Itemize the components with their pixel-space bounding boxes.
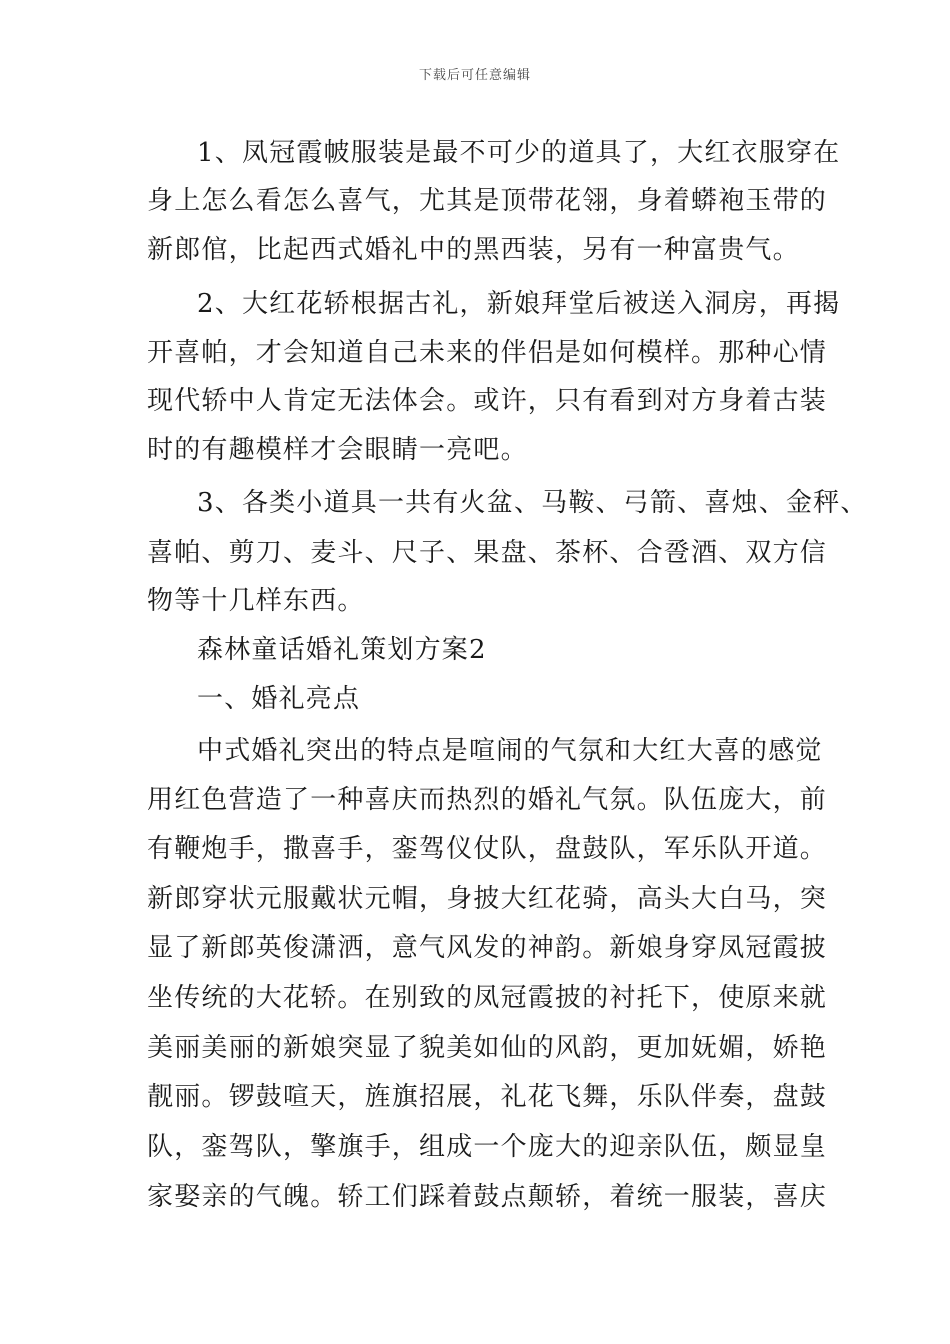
paragraph-line: 现代轿中人肯定无法体会。或许，只有看到对方身着古装 [147,386,828,416]
paragraph-line: 时的有趣模样才会眼睛一亮吧。 [147,435,528,465]
paragraph-line: 显了新郎英俊潇洒，意气风发的神韵。新娘身穿凤冠霞披 [147,933,828,963]
paragraph-line: 1、凤冠霞帔服装是最不可少的道具了，大红衣服穿在 [197,138,841,168]
paragraph-line: 美丽美丽的新娘突显了貌美如仙的风韵，更加妩媚，娇艳 [147,1033,828,1063]
paragraph-line: 中式婚礼突出的特点是喧闹的气氛和大红大喜的感觉 [197,736,823,766]
subsection-heading: 一、婚礼亮点 [197,684,361,714]
paragraph-line: 身上怎么看怎么喜气，尤其是顶带花翎，身着蟒袍玉带的 [147,186,828,216]
paragraph-line: 有鞭炮手，撒喜手，銮驾仪仗队，盘鼓队，军乐队开道。 [147,834,828,864]
paragraph-line: 靓丽。锣鼓喧天，旌旗招展，礼花飞舞，乐队伴奏，盘鼓 [147,1082,828,1112]
paragraph-line: 家娶亲的气魄。轿工们踩着鼓点颠轿，着统一服装，喜庆 [147,1182,828,1212]
paragraph-line: 2、大红花轿根据古礼，新娘拜堂后被送入洞房，再揭 [197,289,841,319]
paragraph-line: 新郎倌，比起西式婚礼中的黑西装，另有一种富贵气。 [147,235,800,265]
paragraph-line: 新郎穿状元服戴状元帽，身披大红花骑，高头大白马，突 [147,884,828,914]
page-header: 下载后可任意编辑 [418,68,531,83]
paragraph-line: 队，銮驾队，擎旗手，组成一个庞大的迎亲队伍，颇显皇 [147,1132,828,1162]
paragraph-line: 开喜帕，才会知道自己未来的伴侣是如何模样。那种心情 [147,338,828,368]
section-heading: 森林童话婚礼策划方案2 [197,635,487,665]
paragraph-line: 物等十几样东西。 [147,586,365,616]
paragraph-line: 喜帕、剪刀、麦斗、尺子、果盘、茶杯、合卺酒、双方信 [147,538,828,568]
paragraph-line: 3、各类小道具一共有火盆、马鞍、弓箭、喜烛、金秤、 [197,488,868,518]
paragraph-line: 坐传统的大花轿。在别致的凤冠霞披的衬托下，使原来就 [147,983,828,1013]
paragraph-line: 用红色营造了一种喜庆而热烈的婚礼气氛。队伍庞大，前 [147,785,828,815]
